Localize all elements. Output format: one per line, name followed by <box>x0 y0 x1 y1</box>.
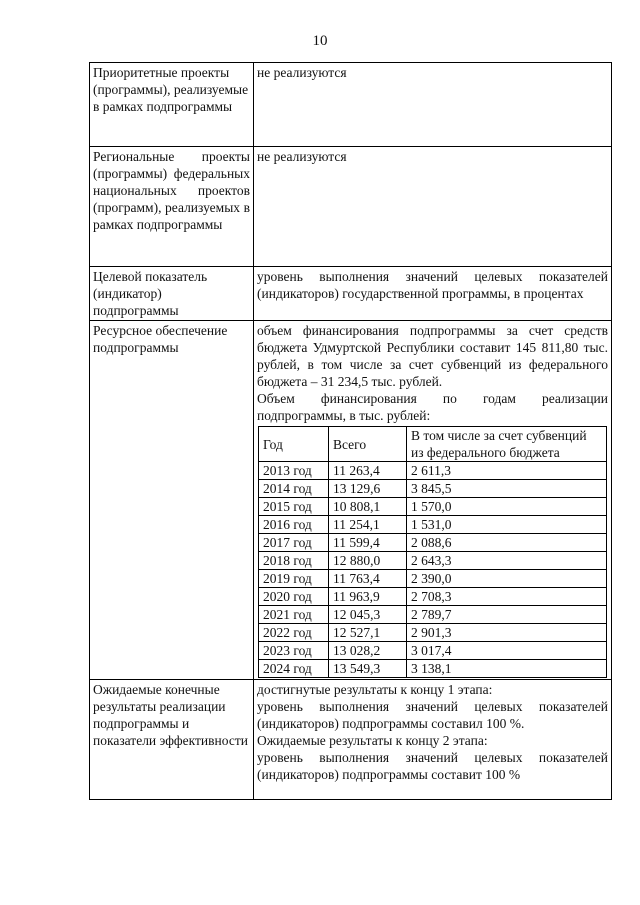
cell-federal: 2 901,3 <box>407 624 607 642</box>
row-label: Приоритетные проекты (программы), реализуемые в рамках подпрограммы <box>90 63 254 147</box>
cell-year: 2013 год <box>259 462 329 480</box>
cell-total: 12 880,0 <box>329 552 407 570</box>
cell-federal: 2 643,3 <box>407 552 607 570</box>
cell-federal: 3 845,5 <box>407 480 607 498</box>
header-federal: В том числе за счет субвенций из федерального бюджета <box>407 427 607 462</box>
cell-total: 11 963,9 <box>329 588 407 606</box>
cell-federal: 1 570,0 <box>407 498 607 516</box>
row-value: не реализуются <box>254 63 612 147</box>
cell-year: 2015 год <box>259 498 329 516</box>
table-row <box>90 321 612 680</box>
table-row <box>90 267 612 321</box>
table-row <box>259 570 607 588</box>
cell-year: 2024 год <box>259 660 329 678</box>
resources-cell <box>254 321 612 680</box>
expected-line: уровень выполнения значений целевых показателей (индикаторов) подпрограммы составил 100 %. <box>257 699 608 731</box>
cell-total: 11 254,1 <box>329 516 407 534</box>
table-row <box>259 480 607 498</box>
cell-year: 2022 год <box>259 624 329 642</box>
cell-year: 2018 год <box>259 552 329 570</box>
header-total: Всего <box>329 427 407 462</box>
cell-federal: 2 611,3 <box>407 462 607 480</box>
resources-text: объем финансирования подпрограммы за счет средств бюджета Удмуртской Республики составит 145 811,80 тыс. рублей, в том числе за счет субвенций из федерального бюджета – 31 234,5 тыс. рублей. <box>257 323 608 389</box>
funding-table <box>258 426 607 678</box>
row-value: не реализуются <box>254 147 612 267</box>
cell-federal: 2 088,6 <box>407 534 607 552</box>
table-row <box>259 462 607 480</box>
row-value: уровень выполнения значений целевых показателей (индикаторов) государственной программы, в процентах <box>254 267 612 321</box>
cell-year: 2023 год <box>259 642 329 660</box>
cell-federal: 2 390,0 <box>407 570 607 588</box>
table-row <box>259 498 607 516</box>
cell-total: 11 263,4 <box>329 462 407 480</box>
cell-total: 12 527,1 <box>329 624 407 642</box>
table-row <box>259 642 607 660</box>
cell-total: 13 549,3 <box>329 660 407 678</box>
table-row <box>259 606 607 624</box>
table-row <box>259 534 607 552</box>
header-year: Год <box>259 427 329 462</box>
table-row <box>259 516 607 534</box>
table-row <box>90 63 612 147</box>
table-row <box>90 147 612 267</box>
cell-year: 2017 год <box>259 534 329 552</box>
row-label: Ожидаемые конечные результаты реализации подпрограммы и показатели эффективности <box>90 680 254 800</box>
cell-federal: 2 789,7 <box>407 606 607 624</box>
cell-year: 2014 год <box>259 480 329 498</box>
expected-line: уровень выполнения значений целевых показателей (индикаторов) подпрограммы составит 100 % <box>257 750 608 782</box>
expected-line: Ожидаемые результаты к концу 2 этапа: <box>257 733 488 748</box>
resources-text-by-year: Объем финансирования по годам реализации подпрограммы, в тыс. рублей: <box>257 391 608 423</box>
cell-total: 13 129,6 <box>329 480 407 498</box>
page-number: 10 <box>312 33 328 49</box>
table-row <box>90 680 612 800</box>
cell-total: 11 763,4 <box>329 570 407 588</box>
cell-year: 2016 год <box>259 516 329 534</box>
cell-total: 11 599,4 <box>329 534 407 552</box>
table-row <box>259 660 607 678</box>
passport-table <box>89 62 612 800</box>
cell-year: 2019 год <box>259 570 329 588</box>
expected-cell <box>254 680 612 800</box>
row-label: Региональные проекты (программы) федеральных национальных проектов (программ), реализуемых в рамках подпрограммы <box>90 147 254 267</box>
row-label: Ресурсное обеспечение подпрограммы <box>90 321 254 680</box>
funding-header-row <box>259 427 607 462</box>
table-row <box>259 552 607 570</box>
table-row <box>259 588 607 606</box>
cell-federal: 1 531,0 <box>407 516 607 534</box>
expected-line: достигнутые результаты к концу 1 этапа: <box>257 682 493 697</box>
cell-federal: 2 708,3 <box>407 588 607 606</box>
cell-total: 12 045,3 <box>329 606 407 624</box>
cell-federal: 3 017,4 <box>407 642 607 660</box>
cell-total: 13 028,2 <box>329 642 407 660</box>
cell-year: 2020 год <box>259 588 329 606</box>
cell-total: 10 808,1 <box>329 498 407 516</box>
cell-federal: 3 138,1 <box>407 660 607 678</box>
cell-year: 2021 год <box>259 606 329 624</box>
table-row <box>259 624 607 642</box>
row-label: Целевой показатель (индикатор) подпрограммы <box>90 267 254 321</box>
